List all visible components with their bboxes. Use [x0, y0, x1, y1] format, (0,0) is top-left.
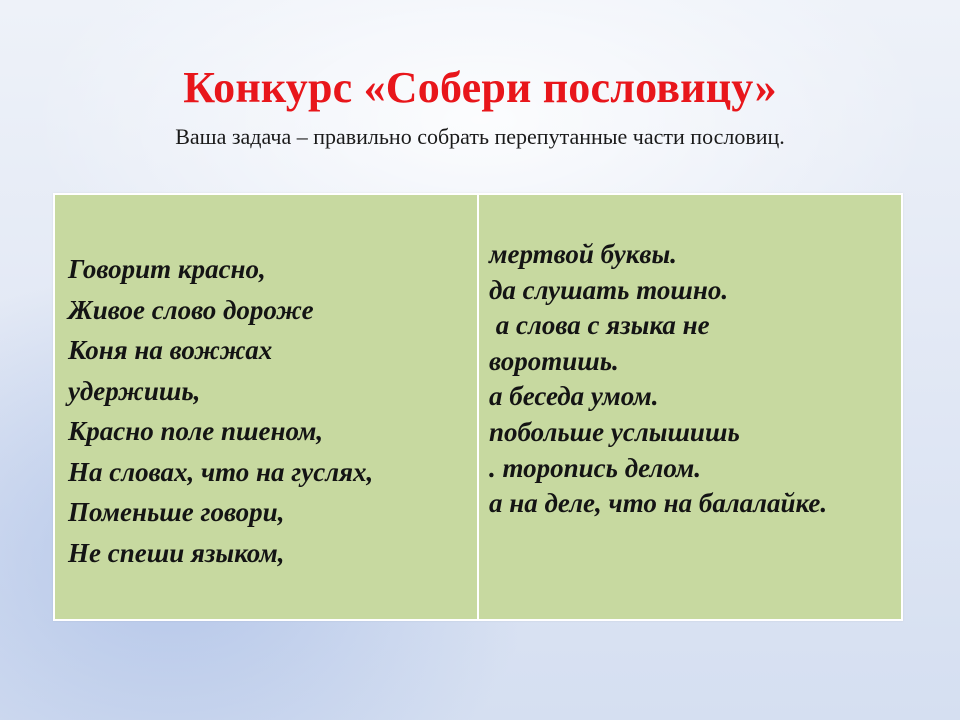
proverb-ending: побольше услышишь: [489, 416, 740, 447]
slide-title: Конкурс «Собери пословицу»: [183, 63, 777, 112]
proverb-ending: а слова с языка не: [489, 310, 710, 341]
proverb-beginning: удержишь,: [68, 375, 201, 406]
proverb-beginning: Говорит красно,: [68, 254, 266, 284]
proverb-ending: а беседа умом.: [489, 381, 659, 412]
proverb-ending: мертвой буквы.: [489, 239, 677, 269]
proverb-beginning: Поменьше говори,: [68, 497, 285, 527]
slide-subtitle: Ваша задача – правильно собрать перепутанные части пословиц.: [175, 124, 785, 149]
proverb-ending: . торопись делом.: [489, 452, 702, 483]
proverb-ending: а на деле, что на балалайке.: [489, 488, 828, 519]
proverb-beginning: Живое слово дороже: [68, 294, 314, 325]
proverb-endings-cell: [479, 195, 901, 619]
proverb-beginning: Не спеши языком,: [68, 537, 285, 568]
proverb-beginning: На словах, что на гуслях,: [68, 456, 374, 487]
proverb-table: [53, 193, 903, 621]
proverb-beginning: Красно поле пшеном,: [68, 416, 324, 446]
proverb-ending: да слушать тошно.: [489, 274, 729, 305]
proverb-beginning: Коня на вожжах: [68, 335, 273, 365]
proverb-ending: воротишь.: [489, 345, 619, 376]
proverb-beginnings-cell: [55, 195, 477, 619]
